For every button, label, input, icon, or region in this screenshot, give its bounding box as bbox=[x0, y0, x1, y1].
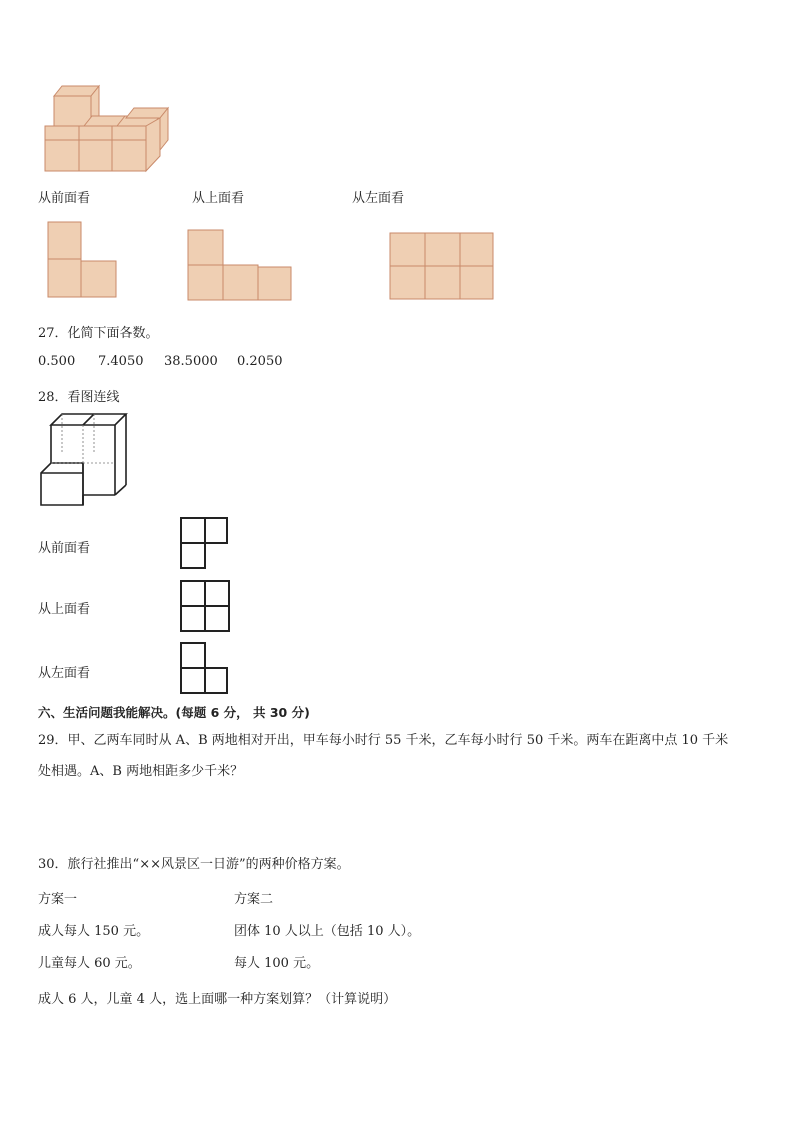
plan1-line2: 儿童每人 60 元。 bbox=[38, 956, 141, 971]
q28-view-option-a bbox=[179, 516, 231, 572]
q27-number: 0.500 bbox=[38, 354, 76, 369]
q28-left-label: 从左面看 bbox=[38, 666, 91, 681]
plan2-line2: 每人 100 元。 bbox=[234, 956, 320, 971]
q26-front-view bbox=[46, 220, 126, 300]
q26-left-view bbox=[389, 232, 499, 304]
q26-front-label: 从前面看 bbox=[38, 191, 91, 206]
q28-view-option-c bbox=[179, 641, 231, 697]
q28-front-label: 从前面看 bbox=[38, 541, 91, 556]
q28-solid-figure bbox=[38, 413, 138, 508]
q27-title: 27．化简下面各数。 bbox=[38, 326, 159, 341]
q26-top-view bbox=[186, 228, 296, 308]
q30-title: 30．旅行社推出“××风景区一日游”的两种价格方案。 bbox=[38, 857, 350, 872]
q27-number: 0.2050 bbox=[237, 354, 283, 369]
q27-number: 7.4050 bbox=[98, 354, 144, 369]
q27-number: 38.5000 bbox=[164, 354, 218, 369]
plan1-line1: 成人每人 150 元。 bbox=[38, 924, 150, 939]
q28-view-option-b bbox=[179, 579, 231, 635]
q28-title: 28．看图连线 bbox=[38, 390, 120, 405]
plan2-line1: 团体 10 人以上（包括 10 人）。 bbox=[234, 924, 421, 939]
section-6-heading: 六、生活问题我能解决。(每题 6 分， 共 30 分) bbox=[38, 705, 310, 720]
q30-question: 成人 6 人，儿童 4 人，选上面哪一种方案划算？（计算说明） bbox=[38, 992, 397, 1007]
q26-left-label: 从左面看 bbox=[352, 191, 405, 206]
cube-stack-figure bbox=[40, 82, 170, 177]
q28-top-label: 从上面看 bbox=[38, 602, 91, 617]
q26-top-label: 从上面看 bbox=[192, 191, 245, 206]
q29-text-line2: 处相遇。A、B 两地相距多少千米？ bbox=[38, 764, 244, 779]
plan2-name: 方案二 bbox=[234, 892, 274, 907]
plan1-name: 方案一 bbox=[38, 892, 78, 907]
q29-text-line1: 29．甲、乙两车同时从 A、B 两地相对开出，甲车每小时行 55 千米，乙车每小时行 50 千米。两车在距离中点 10 千米 bbox=[38, 733, 729, 748]
